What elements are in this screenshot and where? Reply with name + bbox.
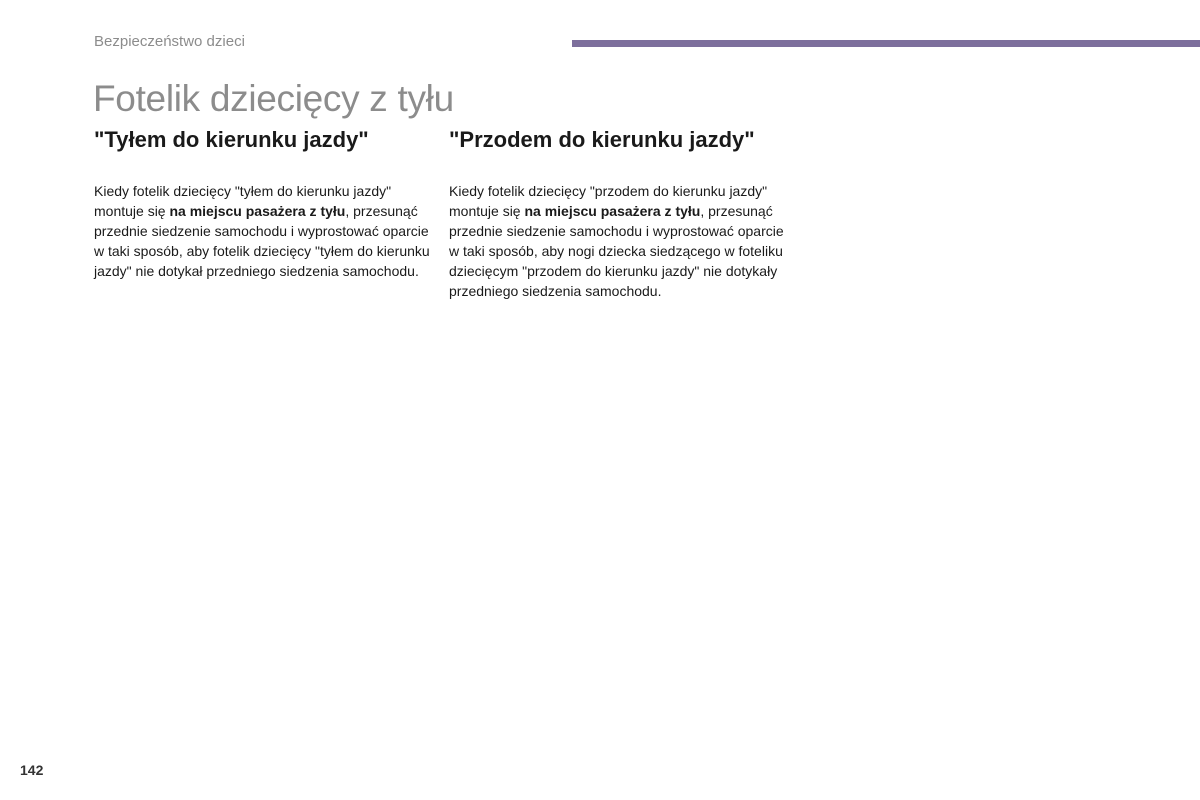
section-label: Bezpieczeństwo dzieci bbox=[94, 33, 245, 50]
paragraph-text-bold: na miejscu pasażera z tyłu bbox=[169, 203, 346, 219]
page-title: Fotelik dziecięcy z tyłu bbox=[93, 78, 454, 119]
paragraph-text-before: Kiedy fotelik dziecięcy "przodem do kierunku jazdy" montuje się bbox=[449, 183, 768, 219]
paragraph-text-after: , przesunąć przednie siedzenie samochodu i wyprostować oparcie w taki sposób, aby nogi dziecka siedzącego w foteliku dziecięcym "przodem do kierunku jazdy" nie dotykały przedniego siedzenia samochodu. bbox=[449, 203, 784, 299]
paragraph-text-bold: na miejscu pasażera z tyłu bbox=[524, 203, 701, 219]
column-paragraph bbox=[449, 181, 789, 301]
paragraph-text-before: Kiedy fotelik dziecięcy "tyłem do kierunku jazdy" montuje się bbox=[94, 183, 392, 219]
header-accent-bar bbox=[572, 40, 1200, 47]
column-heading: "Przodem do kierunku jazdy" bbox=[449, 127, 755, 152]
column-paragraph bbox=[94, 181, 434, 281]
column-heading: "Tyłem do kierunku jazdy" bbox=[94, 127, 369, 152]
column-rear-facing bbox=[94, 127, 434, 281]
page-number: 142 bbox=[20, 762, 44, 778]
column-forward-facing bbox=[449, 127, 789, 301]
paragraph-text-after: , przesunąć przednie siedzenie samochodu i wyprostować oparcie w taki sposób, aby fotelik dziecięcy "tyłem do kierunku jazdy" nie dotykał przedniego siedzenia samochodu. bbox=[94, 203, 430, 279]
